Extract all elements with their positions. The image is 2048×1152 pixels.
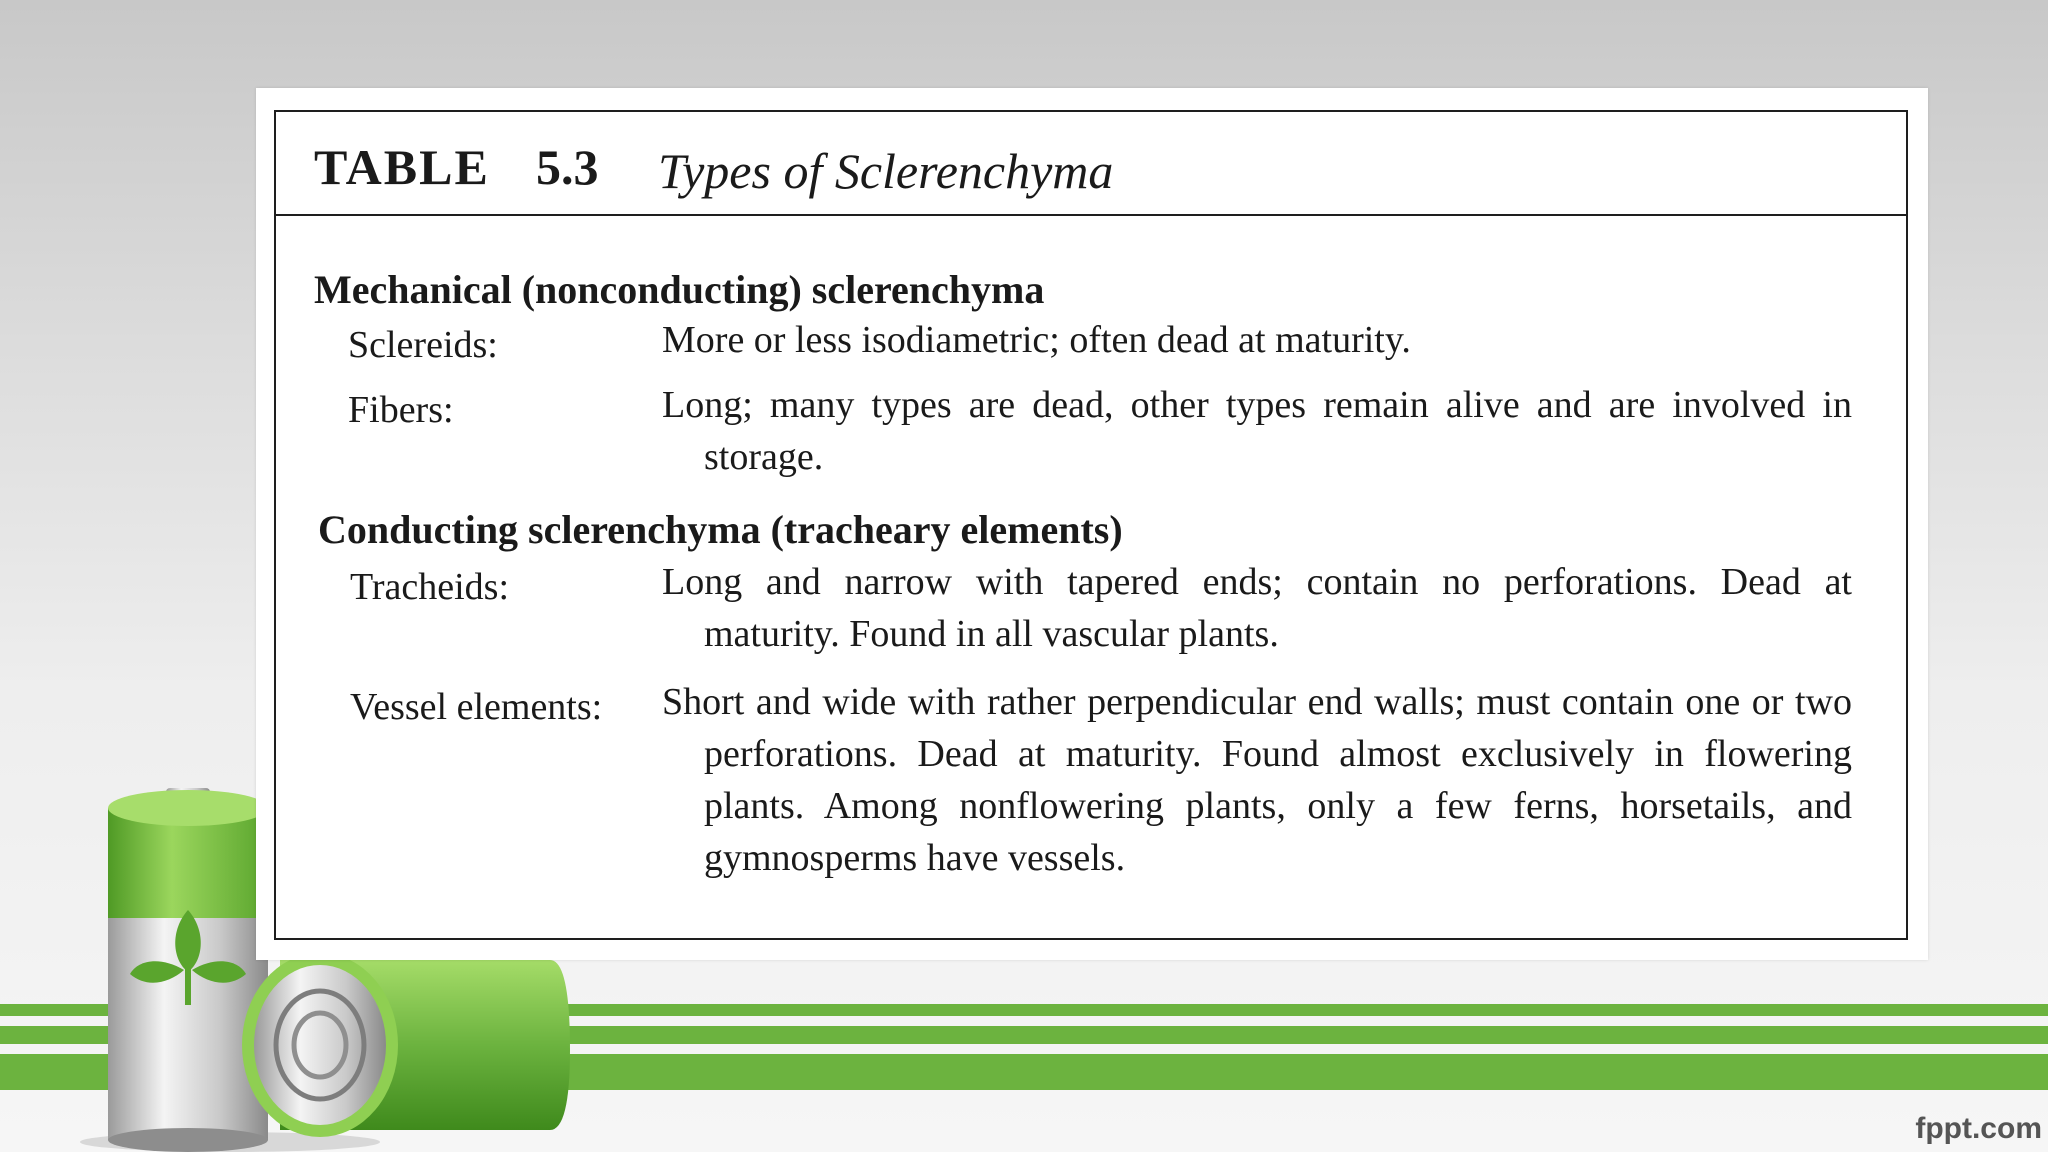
table-number: 5.3 — [536, 139, 599, 195]
desc-fibers: Long; many types are dead, other types remain alive and are involved in storage. — [662, 384, 1852, 478]
term-tracheids: Tracheids: — [350, 566, 510, 608]
term-sclereids: Sclereids: — [348, 324, 498, 366]
table-label: TABLE — [314, 139, 490, 195]
slide-card — [256, 88, 1928, 960]
brand-watermark: fppt.com — [1915, 1112, 2042, 1145]
desc-sclereids: More or less isodiametric; often dead at maturity. — [662, 319, 1411, 361]
section-heading-mechanical: Mechanical (nonconducting) sclerenchyma — [314, 267, 1045, 312]
term-fibers: Fibers: — [348, 389, 454, 431]
desc-vessel-elements: Short and wide with rather perpendicular end walls; must contain one or two perforations. Dead at maturity. Found almost exclusively in flowering plants. Among nonflowering plants, only a few ferns, horsetails, and gymnosperms have vessels. — [662, 681, 1852, 879]
table-title: Types of Sclerenchyma — [658, 143, 1114, 199]
desc-tracheids: Long and narrow with tapered ends; contain no perforations. Dead at maturity. Found in all vascular plants. — [662, 561, 1852, 655]
term-vessel-elements: Vessel elements: — [350, 686, 603, 728]
section-heading-conducting: Conducting sclerenchyma (tracheary elements) — [318, 507, 1123, 552]
table-frame — [274, 110, 1908, 940]
table-header — [276, 112, 1906, 216]
